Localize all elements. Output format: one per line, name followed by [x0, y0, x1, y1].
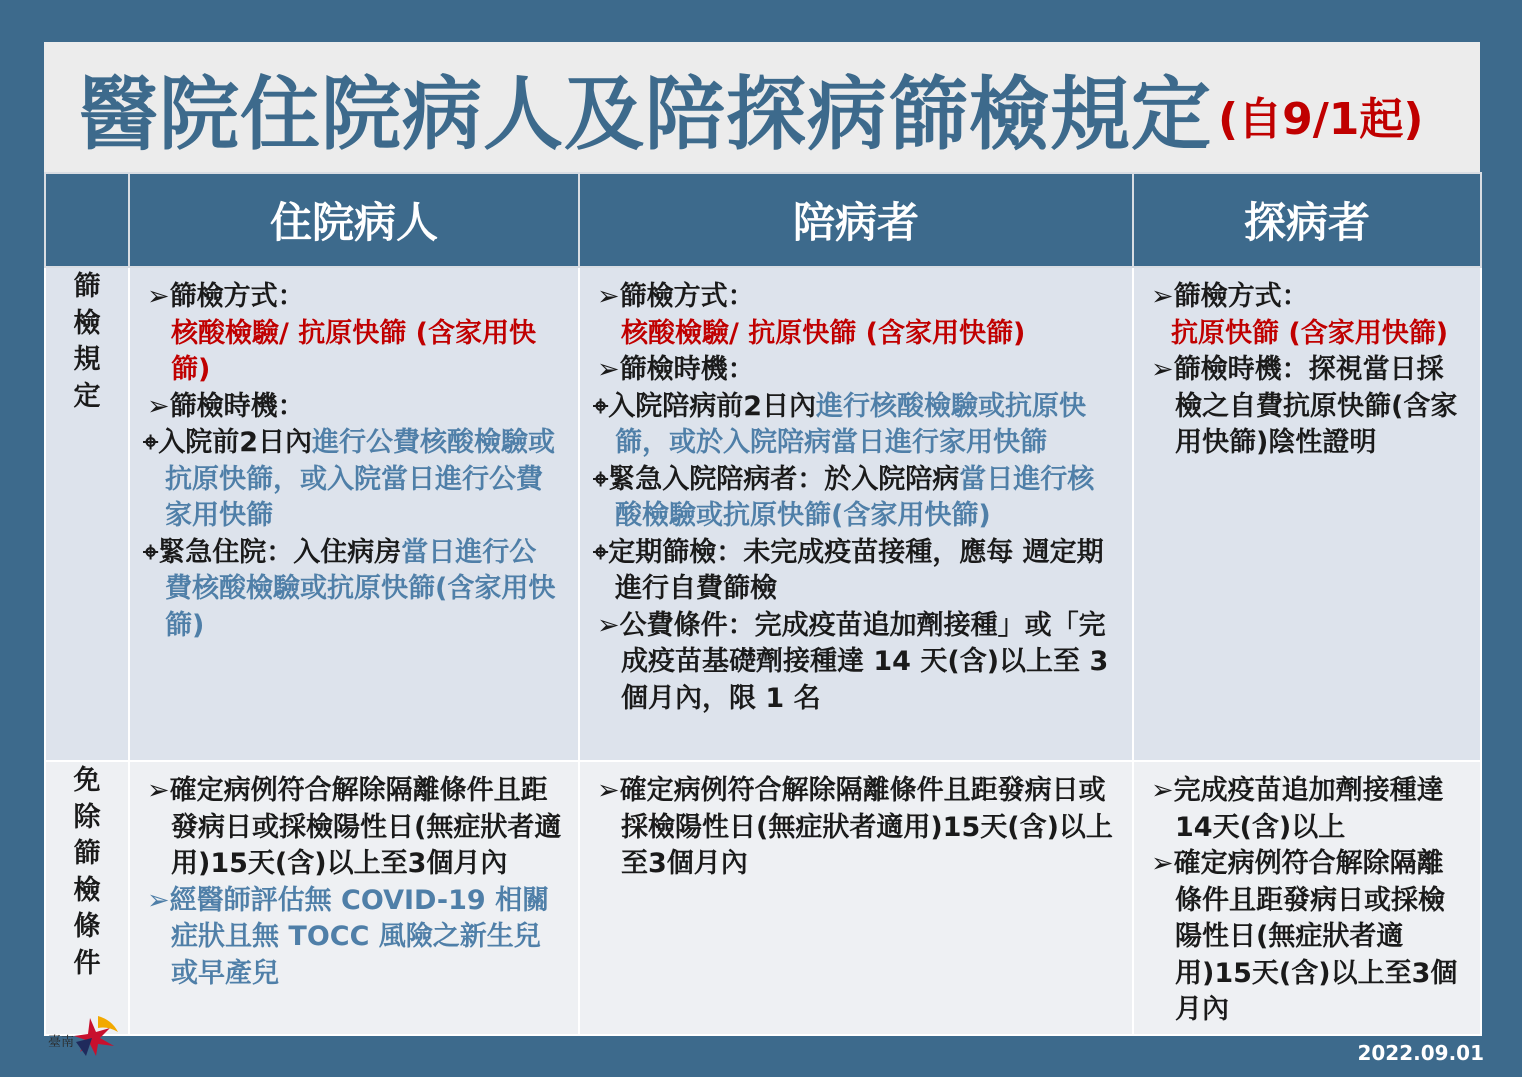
companion-timing-3: ⌖定期篩檢：未完成疫苗接種，應每 週定期進行自費篩檢 — [593, 536, 1104, 604]
logo-text: 臺南 — [48, 1035, 75, 1050]
effective-date-note: (自9/1起) — [1218, 94, 1424, 145]
poster-board — [44, 42, 1480, 1034]
inpatient-timing-1-lead: ⌖入院前2日內 — [143, 427, 312, 458]
cell-visitor-screening — [1133, 267, 1481, 761]
inpatient-timing-1 — [143, 425, 563, 535]
visitor-timing: ➢篩檢時機：探視當日採檢之自費抗原快篩(含家用快篩)陰性證明 — [1151, 354, 1458, 458]
inpatient-timing-1-detail: 進行公費核酸檢驗或抗原快篩，或入院當日進行公費家用快篩 — [165, 427, 555, 531]
companion-method-value: 核酸檢驗/ 抗原快篩 (含家用快篩) — [621, 317, 1026, 349]
column-header-visitor: 探病者 — [1133, 173, 1481, 267]
column-header-inpatient: 住院病人 — [129, 173, 579, 267]
cell-inpatient-exemption — [129, 761, 579, 1035]
cell-companion-screening — [579, 267, 1133, 761]
inpatient-method-label: ➢篩檢方式： — [147, 281, 305, 312]
companion-exemption-1: ➢確定病例符合解除隔離條件且距發病日或採檢陽性日(無症狀者適用)15天(含)以上至3個月內 — [597, 775, 1113, 879]
companion-public-fee-condition: ➢公費條件：完成疫苗追加劑接種」或「完成疫苗基礎劑接種達 14 天(含)以上至 3 個月內，限 1 名 — [597, 609, 1109, 714]
visitor-method-value: 抗原快篩 (含家用快篩) — [1171, 317, 1449, 349]
companion-timing-2-lead: ⌖緊急入院陪病者：於入院陪病 — [593, 463, 960, 495]
inpatient-timing-2-detail: 當日進行公費核酸檢驗或抗原快篩(含家用快篩) — [165, 536, 556, 641]
tainan-city-logo — [46, 1012, 122, 1058]
publish-date: 2022.09.01 — [1357, 1041, 1484, 1065]
page-title: 醫院住院病人及陪探病篩檢規定 — [78, 67, 1212, 161]
table-header-row — [45, 173, 1481, 267]
inpatient-exemption-2: ➢經醫師評估無 COVID-19 相關症狀且無 TOCC 風險之新生兒或早產兒 — [147, 884, 550, 989]
visitor-method-label: ➢篩檢方式： — [1151, 281, 1309, 312]
column-header-blank — [45, 173, 129, 267]
row-header-screening — [45, 267, 129, 761]
inpatient-method-value: 核酸檢驗/ 抗原快篩 (含家用快篩) — [171, 317, 537, 385]
cell-visitor-exemption — [1133, 761, 1481, 1035]
companion-timing-2 — [593, 462, 1117, 535]
companion-method-label: ➢篩檢方式： — [597, 281, 755, 312]
inpatient-timing-2 — [143, 535, 563, 645]
row-header-screening-label: 篩檢規定 — [73, 271, 101, 412]
companion-timing-2-detail: 當日進行核酸檢驗或抗原快篩(含家用快篩) — [615, 463, 1095, 531]
column-header-companion: 陪病者 — [579, 173, 1133, 267]
companion-timing-label: ➢篩檢時機： — [597, 354, 755, 385]
screening-rules-table — [44, 172, 1482, 1036]
title-bar — [44, 42, 1480, 172]
cell-companion-exemption — [579, 761, 1133, 1035]
inpatient-timing-2-lead: ⌖緊急住院：入住病房 — [143, 536, 402, 568]
visitor-exemption-2: ➢確定病例符合解除隔離條件且距發病日或採檢陽性日(無症狀者適 用)15天(含)以上至3個月內 — [1151, 848, 1458, 1025]
cell-inpatient-screening — [129, 267, 579, 761]
companion-timing-1 — [593, 389, 1117, 462]
inpatient-timing-label: ➢篩檢時機： — [147, 390, 305, 422]
companion-timing-1-detail: 進行核酸檢驗或抗原快篩，或於入院陪病當日進行家用快篩 — [615, 390, 1086, 458]
row-header-exemption-label: 免除篩檢條件 — [73, 765, 101, 979]
row-header-exemption — [45, 761, 129, 1035]
inpatient-exemption-1: ➢確定病例符合解除隔離條件且距發病日或採檢陽性日(無症狀者適用)15天(含)以上至3個月內 — [147, 775, 562, 879]
table-row-exemption — [45, 761, 1481, 1035]
companion-timing-1-lead: ⌖入院陪病前2日內 — [593, 390, 816, 422]
logo-dark-shape — [76, 1038, 92, 1056]
visitor-exemption-1: ➢完成疫苗追加劑接種達14天(含)以上 — [1151, 775, 1444, 843]
table-row-screening — [45, 267, 1481, 761]
